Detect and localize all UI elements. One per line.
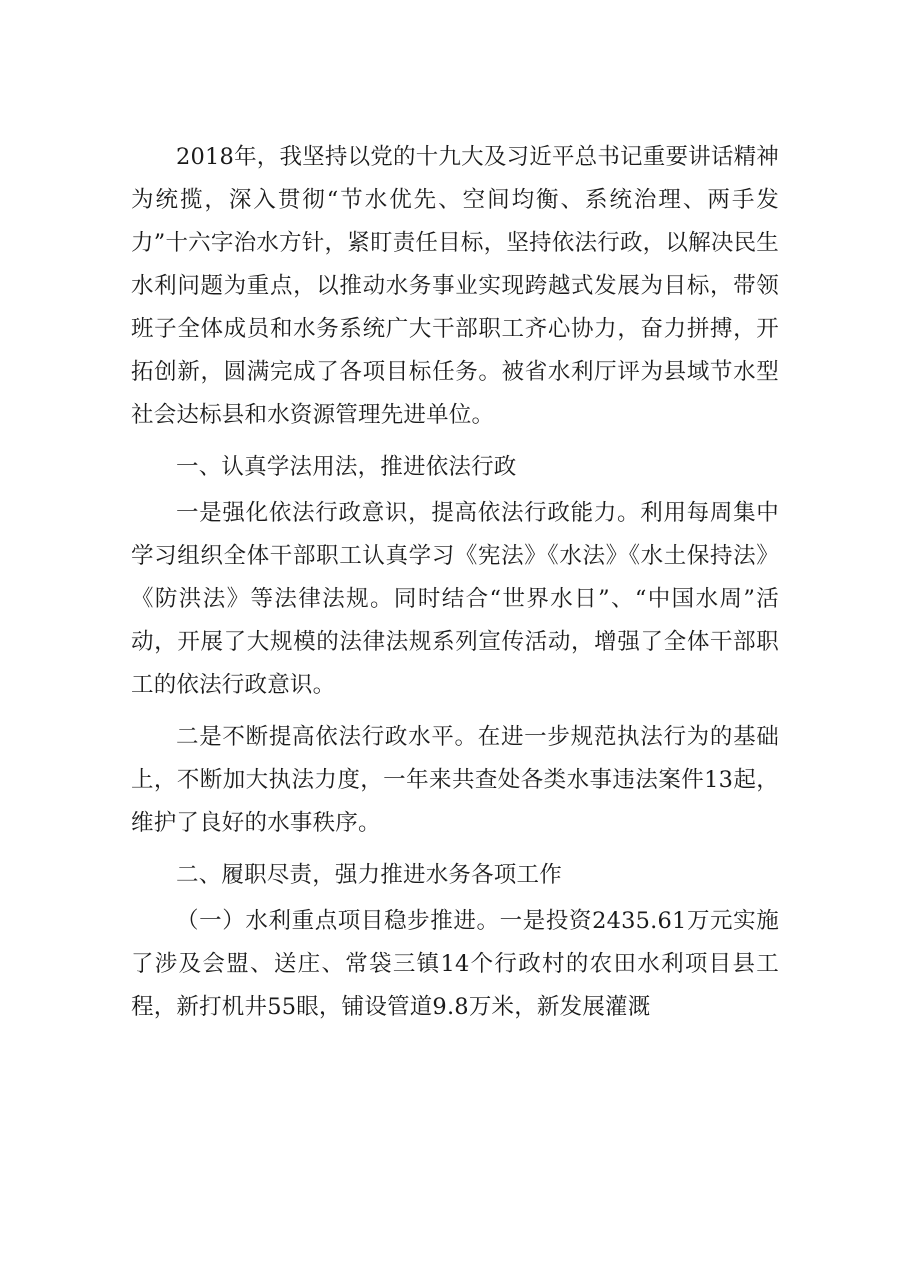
paragraph-law-enforcement: 二是不断提高依法行政水平。在进一步规范执法行为的基础上，不断加大执法力度，一年来共查处各类水事违法案件13起，维护了良好的水事秩序。 — [131, 724, 779, 836]
section-heading-1: 一、认真学法用法，推进依法行政 — [176, 454, 517, 480]
intro-paragraph: 2018年，我坚持以党的十九大及习近平总书记重要讲话精神为统揽，深入贯彻“节水优先、空间均衡、系统治理、两手发力”十六字治水方针，紧盯责任目标，坚持依法行政，以解决民生水利问题为重点，以推动水务事业实现跨越式发展为目标，带领班子全体成员和水务系统广大干部职工齐心协力，奋力拼搏，开拓创新，圆满完成了各项目标任务。被省水利厅评为县域节水型社会达标县和水资源管理先进单位。 — [131, 144, 779, 428]
paragraph-law-awareness: 一是强化依法行政意识，提高依法行政能力。利用每周集中学习组织全体干部职工认真学习《宪法》《水法》《水土保持法》《防洪法》等法律法规。同时结合“世界水日”、“中国水周”活动，开展了大规模的法律法规系列宣传活动，增强了全体干部职工的依法行政意识。 — [131, 500, 779, 698]
section-heading-2: 二、履职尽责，强力推进水务各项工作 — [176, 862, 562, 888]
document-body — [131, 136, 779, 1029]
paragraph-key-projects: （一）水利重点项目稳步推进。一是投资2435.61万元实施了涉及会盟、送庄、常袋三镇14个行政村的农田水利项目县工程，新打机井55眼，铺设管道9.8万米，新发展灌溉 — [131, 908, 779, 1020]
